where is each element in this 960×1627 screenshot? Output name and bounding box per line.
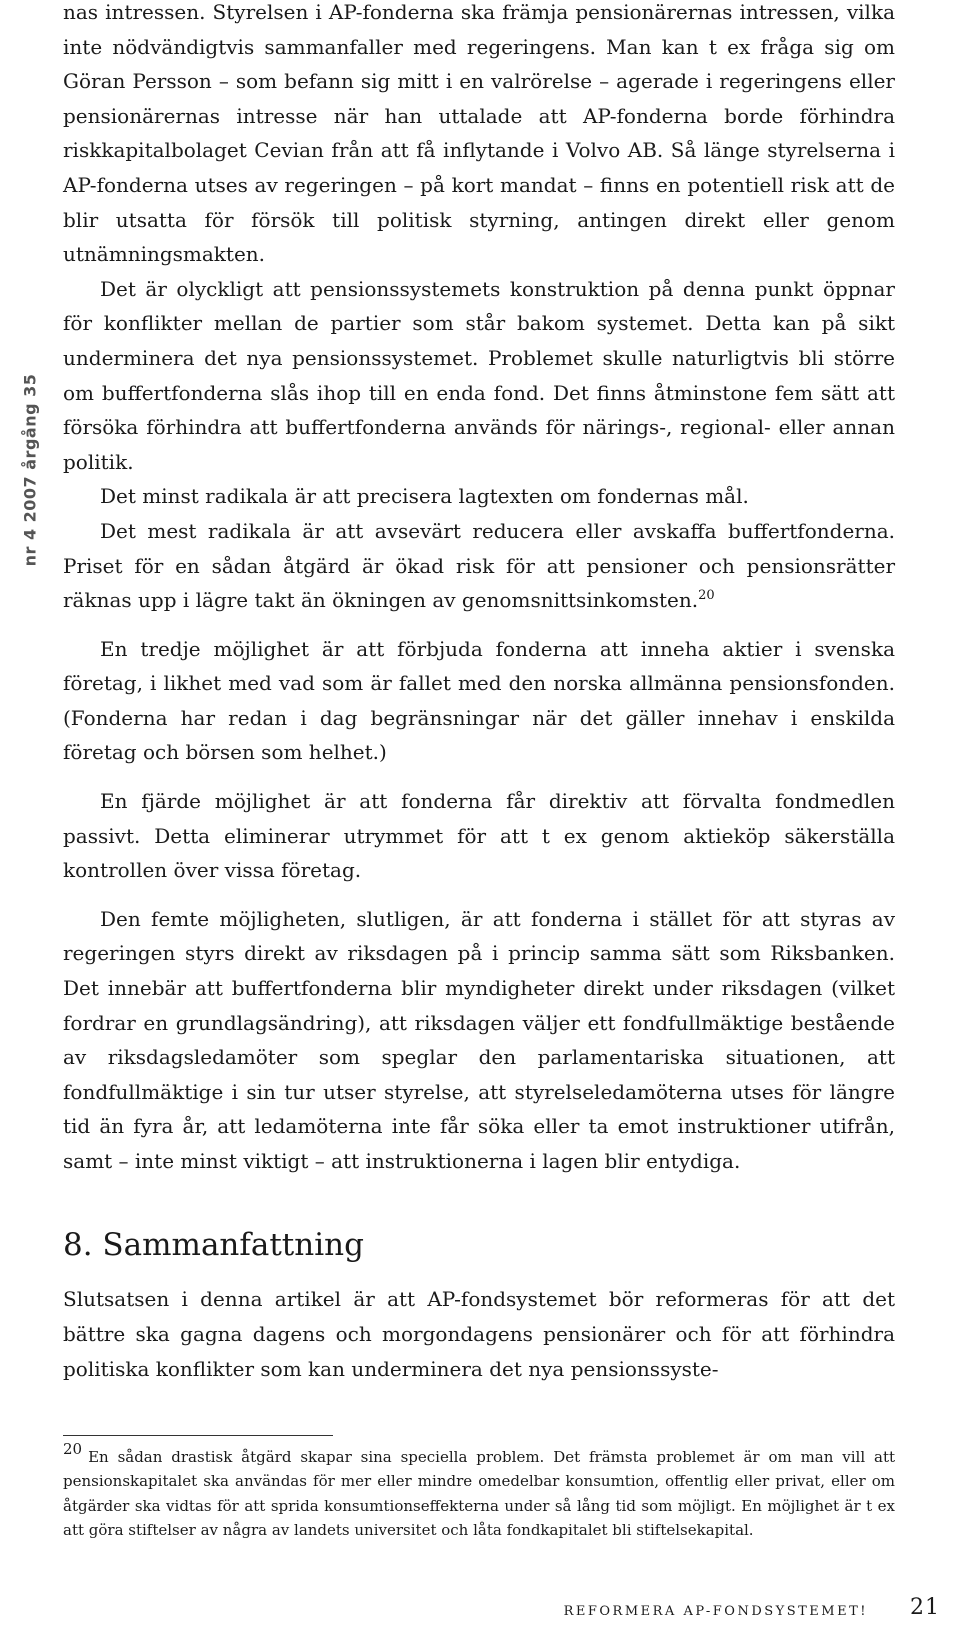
body-text — [63, 0, 895, 1179]
footnote-reference[interactable]: 20 — [698, 588, 715, 604]
footnote-paragraph — [63, 1440, 895, 1543]
paragraph-1: nas intressen. Styrelsen i AP-fonderna ska främja pensionärernas intressen, vilka inte nödvändigtvis sammanfaller med regeringens. Man kan t ex fråga sig om Göran Persson – som befann sig mitt i en valrörelse – agerade i regeringens eller pensionärernas intresse när han uttalade att AP-fonderna borde förhindra riskkapitalbolaget Cevian från att få inflytande i Volvo AB. Så länge styrelserna i AP-fonderna utses av regeringen – på kort mandat – finns en potentiell risk att de blir utsatta för försök till politisk styrning, antingen direkt eller genom utnämningsmakten. — [63, 0, 895, 267]
paragraph-4 — [63, 514, 895, 618]
summary-paragraph: Slutsatsen i denna artikel är att AP-fondsystemet bör reformeras för att det bättre ska gagna dagens och morgondagens pensionärer och för att förhindra politiska konflikter som kan underminera det nya pensionssyste- — [63, 1287, 895, 1381]
paragraph-5: En tredje möjlighet är att förbjuda fonderna att inneha aktier i svenska företag, i likhet med vad som är fallet med den norska allmänna pensionsfonden. (Fonderna har redan i dag begränsningar när det gäller innehav i enskilda företag och börsen som helhet.) — [63, 636, 895, 765]
page-number: 21 — [910, 1595, 940, 1620]
paragraph-7: Den femte möjligheten, slutligen, är att fonderna i stället för att styras av regeringen styrs direkt av riksdagen på i princip samma sätt som Riksbanken. Det innebär att buffertfonderna blir myndigheter direkt under riksdagen (vilket fordrar en grundlagsändring), att riksdagen väljer ett fondfullmäktige bestående av riksdagsledamöter som speglar den parlamentariska situationen, att fondfullmäktige i sin tur utser styrelse, att styrelseledamöterna utses för längre tid än fyra år, att ledamöterna inte får söka eller ta emot instruktioner utifrån, samt – inte minst viktigt – att instruktionerna i lagen blir entydiga. — [63, 906, 895, 1173]
running-head: REFORMERA AP-FONDSYSTEMET! — [563, 1604, 868, 1619]
footnote-number: 20 — [63, 1440, 83, 1458]
footnote-text: En sådan drastisk åtgärd skapar sina speciella problem. Det främsta problemet är om man vill att pensionskapitalet ska användas för mer eller mindre omedelbar konsumtion, offentlig eller privat, eller om åtgärder ska vidtas för att sprida konsumtionseffekterna under så lång tid som möjligt. En möjlighet är t ex att göra stiftelser av några av landets universitet och låta fondkapitalet bli stiftelsekapital. — [63, 1448, 895, 1540]
section-heading: 8. Sammanfattning — [63, 1227, 364, 1263]
issue-sidebar-label: nr 4 2007 årgång 35 — [20, 373, 40, 567]
footnote — [63, 1440, 895, 1543]
paragraph-2: Det är olyckligt att pensionssystemets konstruktion på denna punkt öppnar för konflikter mellan de partier som står bakom systemet. Detta kan på sikt underminera det nya pensionssystemet. Problemet skulle naturligtvis bli större om buffertfonderna slås ihop till en enda fond. Det finns åtminstone fem sätt att försöka förhindra att buffertfonderna används för närings-, regional- eller annan politik. — [63, 276, 895, 474]
paragraph-6: En fjärde möjlighet är att fonderna får direktiv att förvalta fondmedlen passivt. Detta eliminerar utrymmet för att t ex genom aktieköp säkerställa kontrollen över vissa företag. — [63, 789, 895, 883]
paragraph-3: Det minst radikala är att precisera lagtexten om fondernas mål. — [100, 484, 749, 509]
paragraph-4-text: Det mest radikala är att avsevärt reducera eller avskaffa buffertfonderna. Priset för en sådan åtgärd är ökad risk för att pensioner och pensionsrätter räknas upp i lägre takt än ökningen av genomsnittsinkomsten. — [63, 518, 895, 613]
footnote-divider — [63, 1435, 333, 1436]
summary-text — [63, 1282, 895, 1387]
